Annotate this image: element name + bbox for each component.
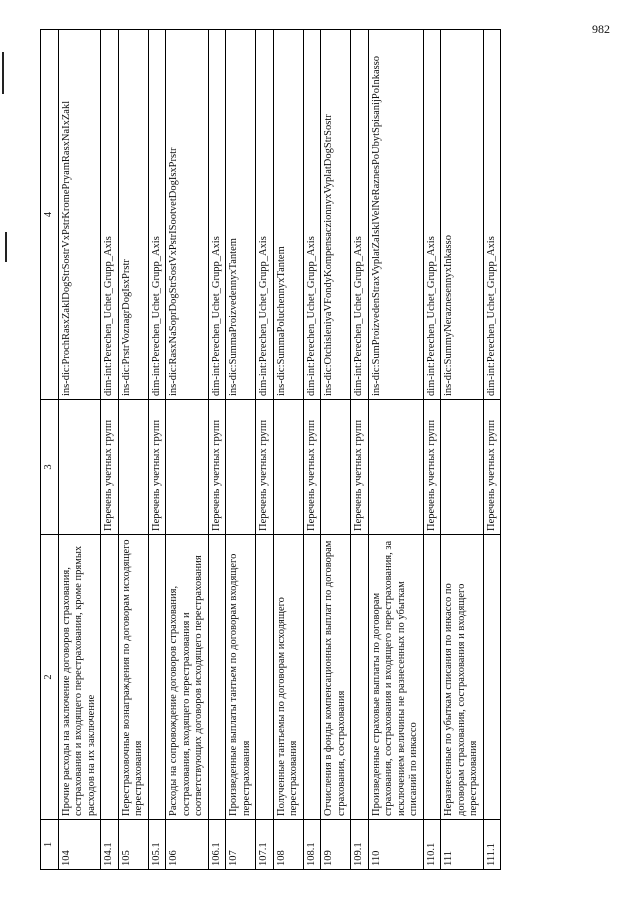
description-cell: [256, 535, 274, 820]
code-cell: ins-dic:RasxNaSoprDogStrSostVxPstrISootvetDogIsxPrstr: [166, 30, 209, 400]
row-number-cell: 108: [273, 820, 303, 870]
list-cell: Перечень учетных групп: [208, 400, 226, 535]
row-number-cell: 111.1: [483, 820, 501, 870]
code-cell: ins-dic:ProchRasxZaklDogStrSostrVxPstrKromePryamRasxNaIxZakl: [58, 30, 101, 400]
row-number-cell: 107: [226, 820, 256, 870]
table-row: [368, 30, 423, 870]
description-cell: Расходы на сопровождение договоров страхования, сострахования, входящего перестрахования и соответствующих договоров исходящего перестрахования: [166, 535, 209, 820]
list-cell: Перечень учетных групп: [483, 400, 501, 535]
row-number-cell: 109.1: [351, 820, 369, 870]
row-number-cell: 104.1: [101, 820, 119, 870]
table-row: [101, 30, 119, 870]
table-row: [321, 30, 351, 870]
scan-margin-mark: [2, 52, 4, 94]
code-cell: ins-dic:SummyNeraznesennyxInkasso: [441, 30, 484, 400]
table-row: [483, 30, 501, 870]
row-number-cell: 104: [58, 820, 101, 870]
code-cell: ins-dic:OtchisleniyaVFondyKompensaczionnyxVyplatDogStrSostr: [321, 30, 351, 400]
code-cell: dim-int:Perechen_Uchet_Grupp_Axis: [208, 30, 226, 400]
row-number-cell: 107.1: [256, 820, 274, 870]
list-cell: [368, 400, 423, 535]
page-number: 982: [592, 22, 610, 36]
list-cell: Перечень учетных групп: [351, 400, 369, 535]
table-row: [423, 30, 441, 870]
description-cell: [423, 535, 441, 820]
list-cell: [118, 400, 148, 535]
table-row: [148, 30, 166, 870]
code-cell: dim-int:Perechen_Uchet_Grupp_Axis: [483, 30, 501, 400]
data-table: [40, 29, 501, 870]
table-row: [441, 30, 484, 870]
description-cell: [303, 535, 321, 820]
list-cell: Перечень учетных групп: [303, 400, 321, 535]
row-number-cell: 110.1: [423, 820, 441, 870]
description-cell: [208, 535, 226, 820]
list-cell: [321, 400, 351, 535]
table-row: [208, 30, 226, 870]
list-cell: [226, 400, 256, 535]
list-cell: [166, 400, 209, 535]
table-row: [351, 30, 369, 870]
code-cell: dim-int:Perechen_Uchet_Grupp_Axis: [101, 30, 119, 400]
code-cell: dim-int:Perechen_Uchet_Grupp_Axis: [256, 30, 274, 400]
list-cell: Перечень учетных групп: [148, 400, 166, 535]
row-number-cell: 106.1: [208, 820, 226, 870]
column-header: 4: [41, 30, 59, 400]
list-cell: Перечень учетных групп: [423, 400, 441, 535]
row-number-cell: 105.1: [148, 820, 166, 870]
description-cell: Полученные тантьемы по договорам исходящего перестрахования: [273, 535, 303, 820]
description-cell: Произведенные страховые выплаты по договорам страхования, сострахования и входящего перестрахования, за исключением величины не разнесенных по убыткам списаний по инкассо: [368, 535, 423, 820]
table-row: [256, 30, 274, 870]
list-cell: [273, 400, 303, 535]
code-cell: dim-int:Perechen_Uchet_Grupp_Axis: [303, 30, 321, 400]
description-cell: [351, 535, 369, 820]
row-number-cell: 111: [441, 820, 484, 870]
table-row: [166, 30, 209, 870]
rotated-table-page: [40, 30, 610, 870]
description-cell: Перестраховочные вознаграждения по договорам исходящего перестрахования: [118, 535, 148, 820]
row-number-cell: 109: [321, 820, 351, 870]
column-header: 3: [41, 400, 59, 535]
table-row: [303, 30, 321, 870]
column-header: 2: [41, 535, 59, 820]
description-cell: [101, 535, 119, 820]
code-cell: dim-int:Perechen_Uchet_Grupp_Axis: [148, 30, 166, 400]
code-cell: ins-dic:SumProizvedenStraxVyplatZaIsklVelNeRaznesPoUbytSpisanijPoInkasso: [368, 30, 423, 400]
row-number-cell: 108.1: [303, 820, 321, 870]
table-header-row: [41, 30, 59, 870]
scan-margin-mark: [5, 232, 7, 262]
row-number-cell: 105: [118, 820, 148, 870]
row-number-cell: 110: [368, 820, 423, 870]
table-row: [58, 30, 101, 870]
list-cell: [58, 400, 101, 535]
description-cell: Прочие расходы на заключение договоров страхования, сострахования и входящего перестрахования, кроме прямых расходов на их заключение: [58, 535, 101, 820]
description-cell: [148, 535, 166, 820]
list-cell: Перечень учетных групп: [101, 400, 119, 535]
code-cell: ins-dic:SummaProizvedennyxTantem: [226, 30, 256, 400]
table-row: [118, 30, 148, 870]
code-cell: ins-dic:PrstrVoznagrDogIsxPrstr: [118, 30, 148, 400]
table-row: [273, 30, 303, 870]
code-cell: ins-dic:SummaPoluchennyxTantem: [273, 30, 303, 400]
code-cell: dim-int:Perechen_Uchet_Grupp_Axis: [423, 30, 441, 400]
description-cell: Неразнесенные по убыткам списания по инкассо по договорам страхования, сострахования и входящего перестрахования: [441, 535, 484, 820]
description-cell: Произведенные выплаты тантьем по договорам входящего перестрахования: [226, 535, 256, 820]
list-cell: Перечень учетных групп: [256, 400, 274, 535]
row-number-cell: 106: [166, 820, 209, 870]
column-header: 1: [41, 820, 59, 870]
list-cell: [441, 400, 484, 535]
code-cell: dim-int:Perechen_Uchet_Grupp_Axis: [351, 30, 369, 400]
description-cell: [483, 535, 501, 820]
table-body: [58, 30, 501, 870]
description-cell: Отчисления в фонды компенсационных выплат по договорам страхования, сострахования: [321, 535, 351, 820]
table-row: [226, 30, 256, 870]
